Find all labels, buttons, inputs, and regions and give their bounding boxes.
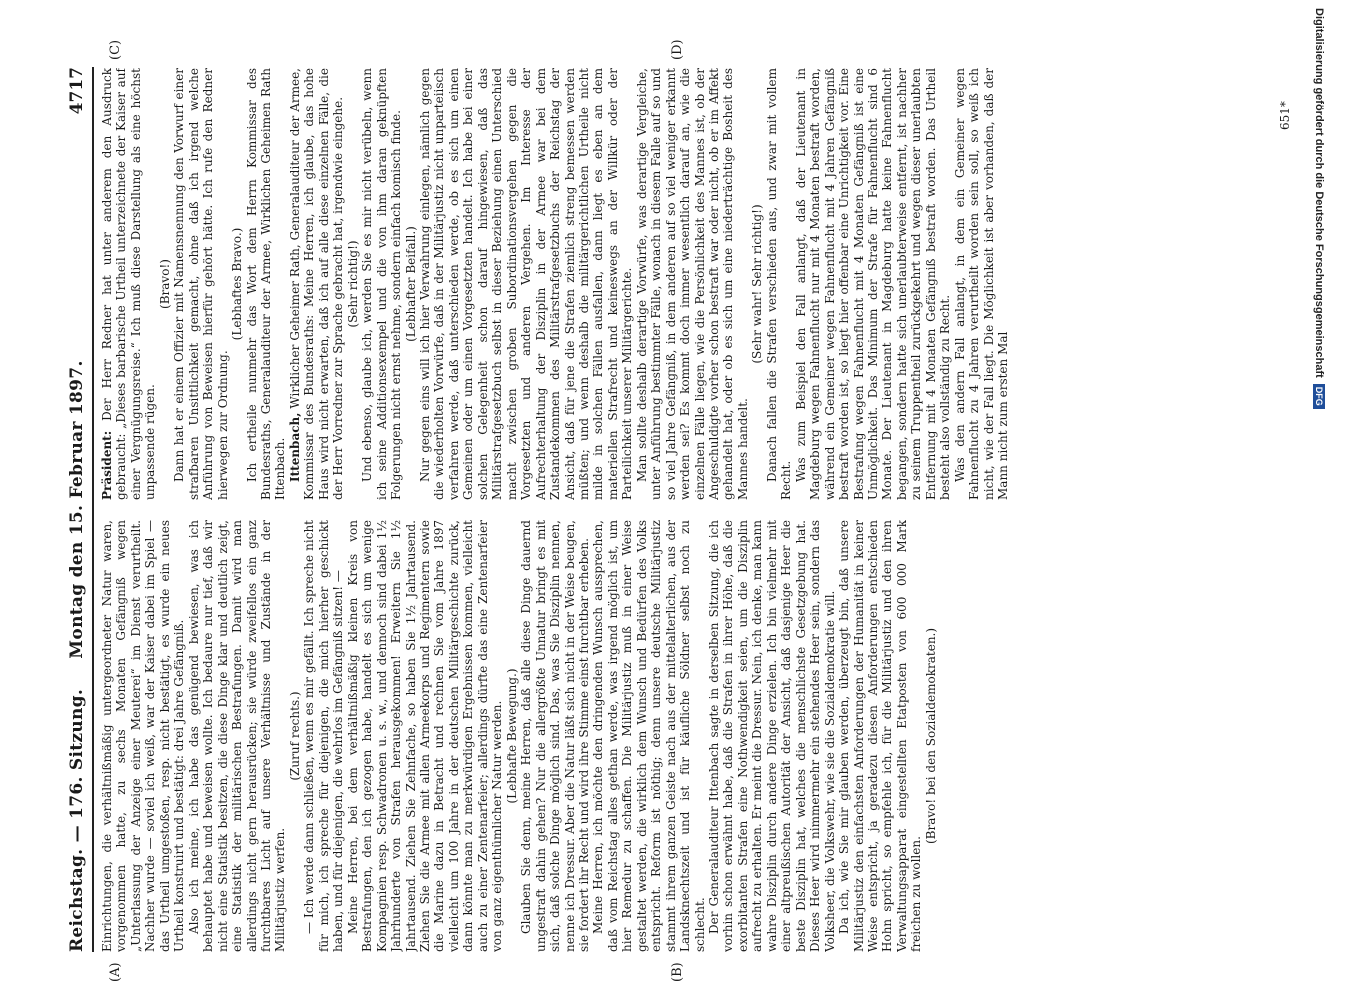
interjection: (Sehr richtig!)	[345, 240, 360, 328]
paragraph: Also ich meine, ich habe das genügend bewiesen, was ich behauptet habe und beweisen wollte. Ich bedaure nur tief, daß wir nicht eine Statistik besitzen, die diese Dinge klar und deutlich zeigt, eine Statistik der militärischen Bestrafungen. Damit wird man allerdings nicht gern herausrücken; sie würde zweifellos ein ganz furchtbares Licht auf unsere Verhältnisse und Zustände in der Militärjustiz werfen.	[186, 520, 288, 952]
signature-mark: 651*	[1278, 101, 1292, 130]
interjection: (Lebhafte Bewegung.)	[504, 668, 519, 804]
margin-marker-c: (C)	[108, 39, 123, 60]
speaker-name: Präsident:	[100, 430, 114, 500]
paragraph: Danach fallen die Strafen verschieden aus, und zwar mit vollem Recht.	[764, 68, 794, 500]
paragraph: Da ich, wie Sie mir glauben werden, überzeugt bin, daß unsere Militärjustiz den einfachsten Anforderungen der Humanität in keiner Weise entspricht, ja geradezu diesen Anforderungen entschieden Hohn spricht, so empfehle ich, für die Militärjustiz und den ihren Verwaltungsapparat eingestellten Etatposten von 600 000 Mark freichen zu wollen.	[837, 520, 924, 952]
paragraph: Man sollte deshalb derartige Vorwürfe, was derartige Vergleiche, unter Anführung bestimmter Fälle, wonach in diesem Falle auf so und so viel Jahre Gefängniß, in dem anderen auf so viel weniger erkannt werden sei? Es kommt doch immer wesentlich darauf an, wie die einzelnen Fälle liegen, wie die Persönlichkeit des Mannes ist, ob der Angeschuldigte vorher schon bestraft war oder nicht, ob er im Affekt gehandelt hat, oder ob es sich um eine niederträchtige Bosheit des Mannes handelt.	[634, 68, 750, 500]
paragraph: Was den andern Fall anlangt, in dem ein Gemeiner wegen Fahnenflucht zu 4 Jahren verurtheilt worden sein soll, so weiß ich nicht, wie der Fall liegt. Die Möglichkeit ist aber vorhanden, daß der Mann nicht zum ersten Mal	[952, 68, 1011, 500]
page-number: 4717	[67, 67, 87, 115]
paragraph: Dann hat er einem Offizier mit Namensnennung den Vorwurf einer strafbaren Unsittlichkeit gemacht, ohne daß ich irgend welche Anführung von Beweisen hierfür gehört hätte. Ich rufe den Redner hierwegen zur Ordnung.	[172, 68, 230, 500]
funding-text: Digitalisierung gefördert durch die Deutsche Forschungsgemeinschaft	[1313, 8, 1325, 378]
interjection: (Sehr wahr! Sehr richtig!)	[750, 204, 765, 364]
interjection: (Zuruf rechts.)	[287, 691, 302, 781]
paragraph: Der Generalauditeur Ittenbach sagte in derselben Sitzung, die ich vorhin schon erwähnt habe, daß die Strafen in ihrer Höhe, daß die exorbitanten Strafen eine Nothwendigkeit seien, um die Disziplin aufrecht zu erhalten. Er meint die Dressur. Nein, ich denke, man kann wahre Disziplin durch andere Dinge erzielen. Ich bin vielmehr mit einer altpreußischen Autorität der Ansicht, daß dasjenige Heer die beste Disziplin hat, welches die menschlichste Gesetzgebung hat. Dieses Heer wird nimmermehr ein stehendes Heer sein, sondern das Volksheer, die Volkswehr, wie sie die Sozialdemokratie will.	[707, 520, 837, 952]
paragraph	[100, 68, 158, 500]
margin-marker-d: (D)	[670, 39, 685, 60]
dfg-logo: DFG	[1313, 384, 1325, 409]
paragraph: Nur gegen eins will ich hier Verwahrung einlegen, nämlich gegen die wiederholten Vorwürfe, daß in der Militärjustiz nicht unparteiisch verfahren werde, daß unterschieden werde, ob es sich um einen Gemeinen oder um einen Vorgesetzten handelt. Ich habe bei einer solchen Gelegenheit schon darauf hingewiesen, daß das Militärstrafgesetzbuch selbst in dieser Beziehung einen Unterschied macht zwischen groben Subordinationsvergehen gegen die Vorgesetzten und anderen Vergehen. Im Interesse der Aufrechterhaltung der Disziplin in der Armee war bei dem Zustandekommen des Militärstrafgesetzbuchs der Reichstag der Ansicht, daß für jene die Strafen ziemlich streng bemessen werden müßten; und wenn deshalb die militärgerichtlichen Urtheile nicht milde in solchen Fällen ausfallen, dann liegt es eben an dem materiellen Strafrecht und keineswegs an der Willkür oder der Parteilichkeit unserer Militärgerichte.	[417, 68, 635, 500]
margin-marker-b: (B)	[670, 962, 685, 982]
paragraph: Einrichtungen, die verhältnißmäßig untergeordneter Natur waren, vorgenommen hatte, zu sechs Monaten Gefängniß wegen „Unterlassung der Anzeige einer Meuterei“ im Dienst verurtheilt. Nachher wurde — soviel ich weiß, war der Kaiser dabei im Spiel — das Urtheil umgestoßen, resp. nicht bestätigt, es wurde ein neues Urtheil konstruirt und bestätigt: drei Jahre Gefängniß.	[100, 520, 187, 952]
paragraph: Glauben Sie denn, meine Herren, daß alle diese Dinge dauernd ungestraft dahin gehen? Nur die allergrößte Unnatur bringt es mit sich, daß solche Dinge möglich sind. Das, was Sie Disziplin nennen, nenne ich Dressur. Aber die Natur läßt sich nicht in der Weise beugen, sie fordert ihr Recht und wird ihre Stimme einst furchtbar erheben.	[519, 520, 591, 952]
paragraph	[288, 68, 346, 500]
paragraph: Meine Herren, bei dem verhältnißmäßig kleinen Kreis von Bestrafungen, den ich gezogen habe, handelt es sich um wenige Kompagnien resp. Schwadronen u. s. w., und dennoch sind dabei 1½ Jahrhunderte von Strafen herausgekommen! Erweitern Sie 1½ Jahrtausend. Ziehen Sie Zehnfache, so haben Sie 1½ Jahrtausend. Ziehen Sie die Armee mit allen Armeekorps und Regimentern sowie die Marine dazu in Betracht und rechnen Sie vom Jahre 1897 vielleicht um 100 Jahre in der deutschen Militärgeschichte zurück, dann könnte man zu merkwürdigen Ergebnissen kommen, vielleicht auch zu einer Zentenarfeier; allerdings dürfte das eine Zentenarfeier von ganz eigenthümlicher Natur werden.	[345, 520, 505, 952]
paragraph: — Ich werde dann schließen, wenn es mir gefällt. Ich spreche nicht für mich, ich spreche für diejenigen, die mich hierher geschickt haben, und für diejenigen, die wehrlos im Gefängniß sitzen! —	[302, 520, 346, 952]
text-column-left	[100, 520, 1270, 952]
speech-text: Der Herr Redner hat unter anderem den Ausdruck gebraucht: „Dieses barbarische Urtheil unterzeichnete der Kaiser auf einer Vergnügungsreise.“ Ich muß diese Darstellung als eine höchst unpassende rügen.	[100, 68, 158, 500]
speaker-name: Ittenbach,	[287, 412, 302, 482]
speech-text: Wirklicher Geheimer Rath, Generalauditeur der Armee, Kommissar des Bundesraths: Meine Herren, ich glaube, das hohe Haus wird nicht erwarten, daß ich auf alle diese einzelnen Fälle, die der Herr Vorredner zur Sprache gebracht hat, irgendwie eingehe.	[287, 68, 346, 500]
margin-marker-a: (A)	[108, 962, 123, 982]
interjection: (Bravo! bei den Sozialdemokraten.)	[923, 627, 938, 845]
paragraph: Was zum Beispiel den Fall anlangt, daß der Lieutenant in Magdeburg wegen Fahnenflucht nur mit 4 Monaten bestraft worden, während ein Gemeiner wegen Fahnenflucht mit 4 Jahren Gefängniß bestraft worden ist, so liegt hier offenbar eine Unrichtigkeit vor. Eine Bestrafung wegen Fahnenflucht mit 4 Monaten Gefängniß ist eine Unmöglichkeit. Das Minimum der Strafe für Fahnenflucht sind 6 Monate. Der Lieutenant in Magdeburg hatte keine Fahnenflucht begangen, sondern hatte sich unerlaubterweise entfernt, ist nachher zu seinem Truppentheil zurückgekehrt und wegen dieser unerlaubten Entfernung mit 4 Monaten Gefängniß bestraft worden. Das Urtheil besteht also vollständig zu Recht.	[793, 68, 953, 500]
paragraph: Meine Herren, ich möchte den dringenden Wunsch aussprechen, daß vom Reichstag alles gethan werde, was irgend möglich ist, um hier Remedur zu schaffen. Die Militärjustiz muß in einer Weise gestaltet werden, die wirklich dem Wunsch und Bedürfen des Volks entspricht. Reform ist nöthig; denn unsere deutsche Militärjustiz stammt ihrem ganzen Geiste nach aus der mittelalterlichen, aus der Landsknechtszeit und ist für käufliche Söldner selbst noch zu schlecht.	[591, 520, 707, 952]
paragraph: Ich ertheile nunmehr das Wort dem Herrn Kommissar des Bundesraths, Generalauditeur der Armee, Wirklichen Geheimen Rath Ittenbach.	[244, 68, 288, 500]
paragraph: Und ebenso, glaube ich, werden Sie es mir nicht verübeln, wenn ich seine Additionsexempel und die von ihm daran geknüpften Folgerungen nicht ernst nehme, sondern einfach komisch finde.	[360, 68, 404, 500]
text-column-right	[100, 68, 1270, 500]
page-header	[62, 67, 90, 952]
header-rule	[92, 67, 94, 952]
interjection: (Lebhaftes Bravo.)	[230, 227, 245, 341]
header-date: Montag den 15. Februar 1897.	[67, 360, 87, 659]
header-session: Reichstag. — 176. Sitzung.	[67, 688, 87, 952]
funding-note	[1300, 8, 1338, 992]
interjection: (Lebhafter Beifall.)	[403, 226, 418, 342]
interjection: (Bravo!)	[157, 259, 172, 309]
